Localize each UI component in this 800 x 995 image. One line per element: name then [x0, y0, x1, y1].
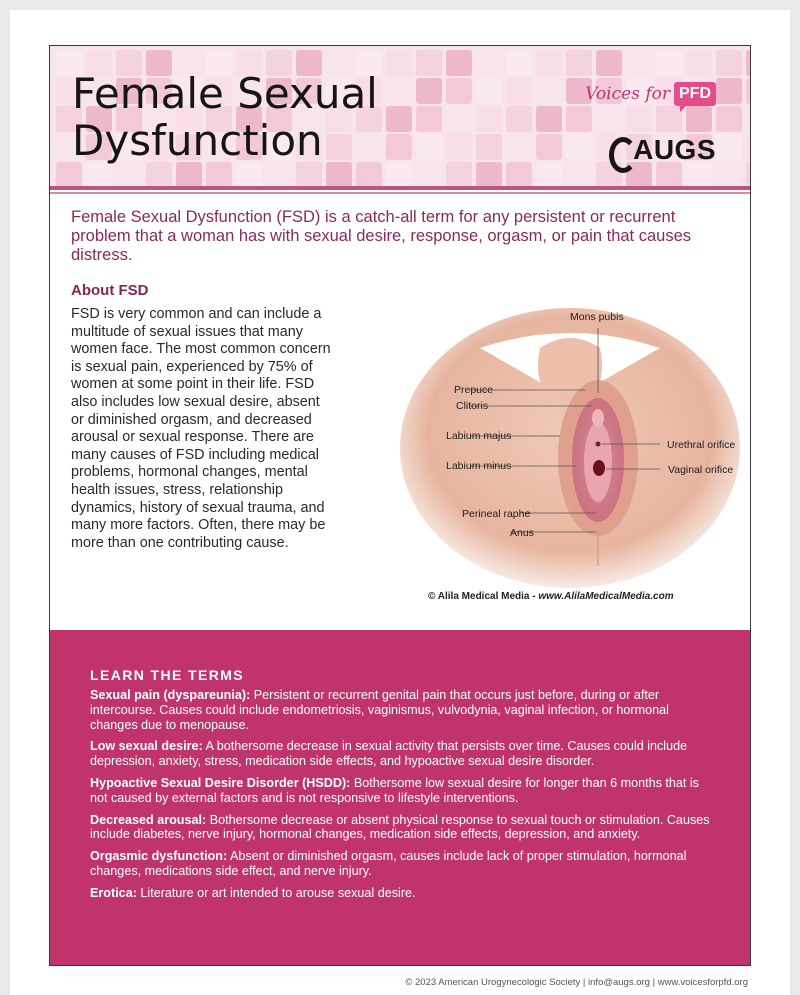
- label-vaginal-orifice: Vaginal orifice: [668, 464, 734, 476]
- decorative-tile: [716, 50, 742, 76]
- decorative-tile: [236, 162, 262, 186]
- label-prepuce: Prepuce: [454, 384, 494, 396]
- page-title: [72, 70, 378, 164]
- decorative-tile: [716, 134, 742, 160]
- decorative-tile: [386, 106, 412, 132]
- decorative-tile: [146, 162, 172, 186]
- credit-prefix: © Alila Medical Media -: [428, 591, 539, 602]
- decorative-tile: [656, 50, 682, 76]
- decorative-tile: [536, 134, 562, 160]
- about-body: FSD is very common and can include a multitude of sexual issues that many women face. The most common concern is sexual pain, experienced by 75% of women at some point in their life. FSD also includes low sexual desire, absent or diminished orgasm, and decreased arousal or sexual response. There are many causes of FSD including medical problems, hormonal changes, mental health issues, stress, relationship dynamics, history of sexual trauma, and many more factors. Often, there may be more than one contributing cause.: [71, 306, 331, 551]
- logo-voices-text: Voices for: [585, 84, 670, 104]
- label-urethral-orifice: Urethral orifice: [667, 439, 736, 451]
- decorative-tile: [446, 162, 472, 186]
- footer-contact: © 2023 American Urogynecologic Society | info@augs.org | www.voicesforpfd.org: [405, 977, 748, 988]
- decorative-tile: [506, 162, 532, 186]
- credit-url: www.AlilaMedicalMedia.com: [538, 591, 674, 602]
- augs-logo-icon: [607, 135, 629, 165]
- label-anus: Anus: [510, 527, 534, 539]
- voices-for-pfd-logo: [585, 82, 716, 106]
- term-name: Hypoactive Sexual Desire Disorder (HSDD):: [90, 775, 351, 790]
- decorative-tile: [176, 162, 202, 186]
- term-item: [90, 886, 712, 901]
- decorative-tile: [476, 106, 502, 132]
- term-item: [90, 739, 712, 769]
- decorative-tile: [416, 134, 442, 160]
- term-name: Orgasmic dysfunction:: [90, 849, 228, 864]
- decorative-tile: [386, 50, 412, 76]
- decorative-tile: [86, 162, 112, 186]
- decorative-tile: [716, 106, 742, 132]
- term-definition: Bothersome decrease or absent physical response to sexual touch or stimulation. Causes include diabetes, nerve injury, hormonal changes, medication side effects, depression, and anxiety.: [90, 812, 710, 842]
- title-line-1: Female Sexual: [72, 69, 378, 118]
- decorative-tile: [506, 78, 532, 104]
- decorative-tile: [296, 162, 322, 186]
- terms-list: [90, 688, 712, 908]
- decorative-tile: [746, 50, 750, 76]
- decorative-tile: [566, 134, 592, 160]
- decorative-tile: [596, 50, 622, 76]
- term-definition: Bothersome low sexual desire for longer than 6 months that is not caused by external factors and is not responsive to lifestyle interventions.: [90, 775, 699, 805]
- illustration-credit: [428, 591, 674, 602]
- decorative-tile: [446, 134, 472, 160]
- decorative-tile: [476, 162, 502, 186]
- learn-the-terms-section: [50, 630, 750, 966]
- label-perineal-raphe: Perineal raphe: [462, 508, 531, 520]
- decorative-tile: [386, 162, 412, 186]
- about-heading: About FSD: [71, 282, 149, 299]
- intro-paragraph: Female Sexual Dysfunction (FSD) is a catch-all term for any persistent or recurrent problem that a woman has with sexual desire, response, orgasm, or pain that causes distress.: [71, 208, 691, 264]
- decorative-tile: [536, 162, 562, 186]
- term-name: Erotica:: [90, 885, 137, 900]
- label-labium-majus: Labium majus: [446, 430, 512, 442]
- decorative-tile: [386, 134, 412, 160]
- label-clitoris: Clitoris: [456, 400, 489, 412]
- decorative-tile: [56, 162, 82, 186]
- decorative-tile: [476, 78, 502, 104]
- term-name: Low sexual desire:: [90, 739, 203, 754]
- term-definition: Absent or diminished orgasm, causes include lack of proper stimulation, hormonal changes, medications side effect, and nerve injury.: [90, 849, 687, 878]
- decorative-tile: [536, 106, 562, 132]
- decorative-tile: [626, 106, 652, 132]
- decorative-tile: [716, 78, 742, 104]
- decorative-tile: [506, 106, 532, 132]
- decorative-tile: [566, 50, 592, 76]
- term-item: [90, 849, 712, 879]
- term-definition: Persistent or recurrent genital pain that occurs just before, during or after intercourse. Causes could include endometriosis, vaginismus, vulvodynia, vaginal infection, or hormonal changes due to menopause.: [90, 688, 669, 732]
- decorative-tile: [476, 134, 502, 160]
- decorative-tile: [506, 50, 532, 76]
- decorative-tile: [746, 162, 750, 186]
- decorative-tile: [746, 78, 750, 104]
- decorative-tile: [416, 50, 442, 76]
- label-labium-minus: Labium minus: [446, 460, 512, 472]
- decorative-tile: [416, 106, 442, 132]
- term-item: [90, 776, 712, 806]
- header-divider: [50, 186, 750, 190]
- decorative-tile: [416, 78, 442, 104]
- term-item: [90, 813, 712, 843]
- term-item: [90, 688, 712, 732]
- augs-logo-text: AUGS: [633, 134, 716, 165]
- decorative-tile: [686, 106, 712, 132]
- terms-heading: LEARN THE TERMS: [90, 667, 244, 683]
- header-divider-thin: [50, 192, 750, 194]
- decorative-tile: [326, 162, 352, 186]
- term-name: Sexual pain (dyspareunia):: [90, 688, 251, 702]
- decorative-tile: [446, 50, 472, 76]
- decorative-tile: [566, 106, 592, 132]
- decorative-tile: [656, 106, 682, 132]
- fact-sheet: [49, 45, 751, 966]
- label-mons-pubis: Mons pubis: [570, 311, 624, 323]
- decorative-tile: [356, 162, 382, 186]
- augs-logo: [607, 134, 716, 166]
- logo-pfd-badge: PFD: [674, 82, 716, 106]
- title-line-2: Dysfunction: [72, 116, 323, 165]
- decorative-tile: [746, 134, 750, 160]
- term-definition: A bothersome decrease in sexual activity that persists over time. Causes could include depression, anxiety, stress, medication side effects, and hypoactive sexual desire disorder.: [90, 739, 688, 769]
- header-banner: [50, 46, 750, 186]
- term-definition: Literature or art intended to arouse sexual desire.: [140, 885, 416, 900]
- decorative-tile: [686, 50, 712, 76]
- anatomy-illustration: [370, 308, 740, 608]
- decorative-tile: [206, 162, 232, 186]
- decorative-tile: [446, 78, 472, 104]
- term-name: Decreased arousal:: [90, 812, 207, 827]
- decorative-tile: [536, 50, 562, 76]
